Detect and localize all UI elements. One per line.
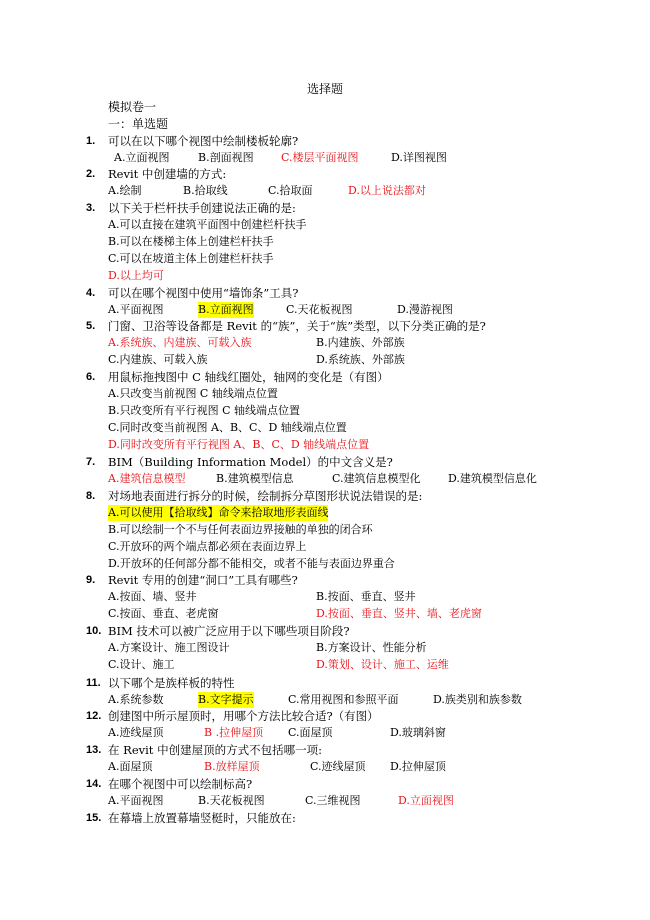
question-text: 在哪个视图中可以绘制标高? bbox=[108, 777, 253, 791]
option-b: B.立面视图 bbox=[198, 303, 254, 316]
option-a: A.只改变当前视图 C 轴线端点位置 bbox=[108, 387, 278, 400]
option-c: C.开放环的两个端点都必须在表面边界上 bbox=[108, 540, 307, 553]
option-c: C.面屋顶 bbox=[288, 726, 333, 739]
question-text: 对场地表面进行拆分的时候，绘制拆分草图形状说法错误的是: bbox=[108, 489, 423, 503]
option-a: A.立面视图 bbox=[114, 151, 170, 164]
option-a: A.建筑信息模型 bbox=[108, 472, 186, 485]
question-text: BIM（Building Information Model）的中文含义是? bbox=[108, 455, 393, 469]
option-c: C.设计、施工 bbox=[108, 658, 175, 671]
question-text: 可以在以下哪个视图中绘制楼板轮廓? bbox=[108, 134, 299, 148]
question-text: 用鼠标拖拽图中 C 轴线红圈处，轴网的变化是（有图） bbox=[108, 370, 389, 384]
question-number: 8. bbox=[86, 490, 96, 502]
question-text: 在幕墙上放置幕墙竖梃时，只能放在: bbox=[108, 811, 296, 825]
option-c: C.天花板视图 bbox=[286, 303, 353, 316]
question-number: 9. bbox=[86, 574, 96, 586]
question-number: 15. bbox=[86, 812, 102, 824]
option-c: C.建筑信息模型化 bbox=[332, 472, 421, 485]
option-d: D.拉伸屋顶 bbox=[390, 760, 446, 773]
option-d: D.开放环的任何部分都不能相交，或者不能与表面边界重合 bbox=[108, 557, 395, 570]
option-b: B.内建族、外部族 bbox=[316, 336, 405, 349]
page-title: 选择题 bbox=[306, 82, 343, 96]
option-d: D.按面、垂直、竖井、墙、老虎窗 bbox=[316, 607, 482, 620]
option-b: B.可以绘制一个不与任何表面边界接触的单独的闭合环 bbox=[108, 523, 373, 536]
option-d: D.以上均可 bbox=[108, 269, 164, 282]
option-d: D.立面视图 bbox=[398, 794, 454, 807]
question-text: 在 Revit 中创建屋顶的方式不包括哪一项: bbox=[108, 743, 322, 757]
option-a: A.系统参数 bbox=[108, 693, 164, 706]
section-title: 一：单选题 bbox=[108, 117, 169, 131]
option-d: D.漫游视图 bbox=[397, 303, 453, 316]
option-b: B.建筑模型信息 bbox=[216, 472, 294, 485]
option-a: A.平面视图 bbox=[108, 303, 164, 316]
option-a: A.系统族、内建族、可载入族 bbox=[108, 336, 252, 349]
question-text: BIM 技术可以被广泛应用于以下哪些项目阶段? bbox=[108, 624, 350, 638]
question-text: Revit 专用的创建“洞口”工具有哪些? bbox=[108, 573, 298, 587]
option-a: A.按面、墙、竖井 bbox=[108, 590, 197, 603]
option-d: D.建筑模型信息化 bbox=[448, 472, 537, 485]
option-c: C.常用视图和参照平面 bbox=[288, 693, 399, 706]
option-a: A.面屋顶 bbox=[108, 760, 153, 773]
question-number: 6. bbox=[86, 371, 96, 383]
question-text: 可以在哪个视图中使用“墙饰条”工具? bbox=[108, 286, 299, 300]
option-c: C.三维视图 bbox=[305, 794, 361, 807]
question-text: 以下关于栏杆扶手创建说法正确的是: bbox=[108, 201, 296, 215]
option-a: A.迹线屋顶 bbox=[108, 726, 164, 739]
option-b: B.方案设计、性能分析 bbox=[316, 641, 427, 654]
option-a: A.方案设计、施工图设计 bbox=[108, 641, 230, 654]
question-number: 5. bbox=[86, 320, 96, 332]
question-number: 4. bbox=[86, 287, 96, 299]
option-d: D.详图视图 bbox=[391, 151, 447, 164]
question-number: 14. bbox=[86, 778, 102, 790]
option-b: B.放样屋顶 bbox=[204, 760, 260, 773]
option-b: B.按面、垂直、竖井 bbox=[316, 590, 416, 603]
question-number: 1. bbox=[86, 135, 96, 147]
option-c: C.迹线屋顶 bbox=[310, 760, 366, 773]
option-c: C.可以在坡道主体上创建栏杆扶手 bbox=[108, 252, 274, 265]
question-number: 11. bbox=[86, 677, 101, 689]
option-d: D.系统族、外部族 bbox=[316, 353, 405, 366]
exam-title: 模拟卷一 bbox=[108, 100, 157, 114]
question-text: 创建图中所示屋顶时，用哪个方法比较合适?（有图） bbox=[108, 709, 379, 723]
option-b: B.可以在楼梯主体上创建栏杆扶手 bbox=[108, 235, 274, 248]
option-d: D.玻璃斜窗 bbox=[390, 726, 446, 739]
option-d: D.同时改变所有平行视图 A、B、C、D 轴线端点位置 bbox=[108, 438, 370, 451]
option-b: B.只改变所有平行视图 C 轴线端点位置 bbox=[108, 404, 300, 417]
option-c: C.同时改变当前视图 A、B、C、D 轴线端点位置 bbox=[108, 421, 347, 434]
option-d: D.策划、设计、施工、运维 bbox=[316, 658, 449, 671]
option-c: C.按面、垂直、老虎窗 bbox=[108, 607, 219, 620]
question-number: 7. bbox=[86, 456, 96, 468]
option-a: A.绘制 bbox=[108, 184, 142, 197]
option-b: B.剖面视图 bbox=[198, 151, 254, 164]
option-c: C.内建族、可载入族 bbox=[108, 353, 208, 366]
option-a: A.可以直接在建筑平面图中创建栏杆扶手 bbox=[108, 218, 307, 231]
option-d: D.以上说法都对 bbox=[348, 184, 426, 197]
option-b: B .拉伸屋顶 bbox=[204, 726, 264, 739]
question-text: Revit 中创建墙的方式: bbox=[108, 167, 227, 181]
option-a: A.平面视图 bbox=[108, 794, 164, 807]
question-number: 12. bbox=[86, 710, 102, 722]
question-text: 门窗、卫浴等设备都是 Revit 的“族”，关于“族”类型，以下分类正确的是? bbox=[108, 319, 486, 333]
question-number: 2. bbox=[86, 168, 96, 180]
question-number: 13. bbox=[86, 744, 102, 756]
option-a: A.可以使用【拾取线】命令来拾取地形表面线 bbox=[108, 506, 329, 519]
option-b: B.拾取线 bbox=[183, 184, 228, 197]
option-c: C.拾取面 bbox=[268, 184, 313, 197]
question-number: 10. bbox=[86, 625, 102, 637]
option-b: B.文字提示 bbox=[198, 693, 254, 706]
question-text: 以下哪个是族样板的特性 bbox=[108, 676, 235, 690]
option-d: D.族类别和族参数 bbox=[433, 693, 522, 706]
option-c: C.楼层平面视图 bbox=[281, 151, 359, 164]
question-number: 3. bbox=[86, 202, 96, 214]
option-b: B.天花板视图 bbox=[198, 794, 265, 807]
